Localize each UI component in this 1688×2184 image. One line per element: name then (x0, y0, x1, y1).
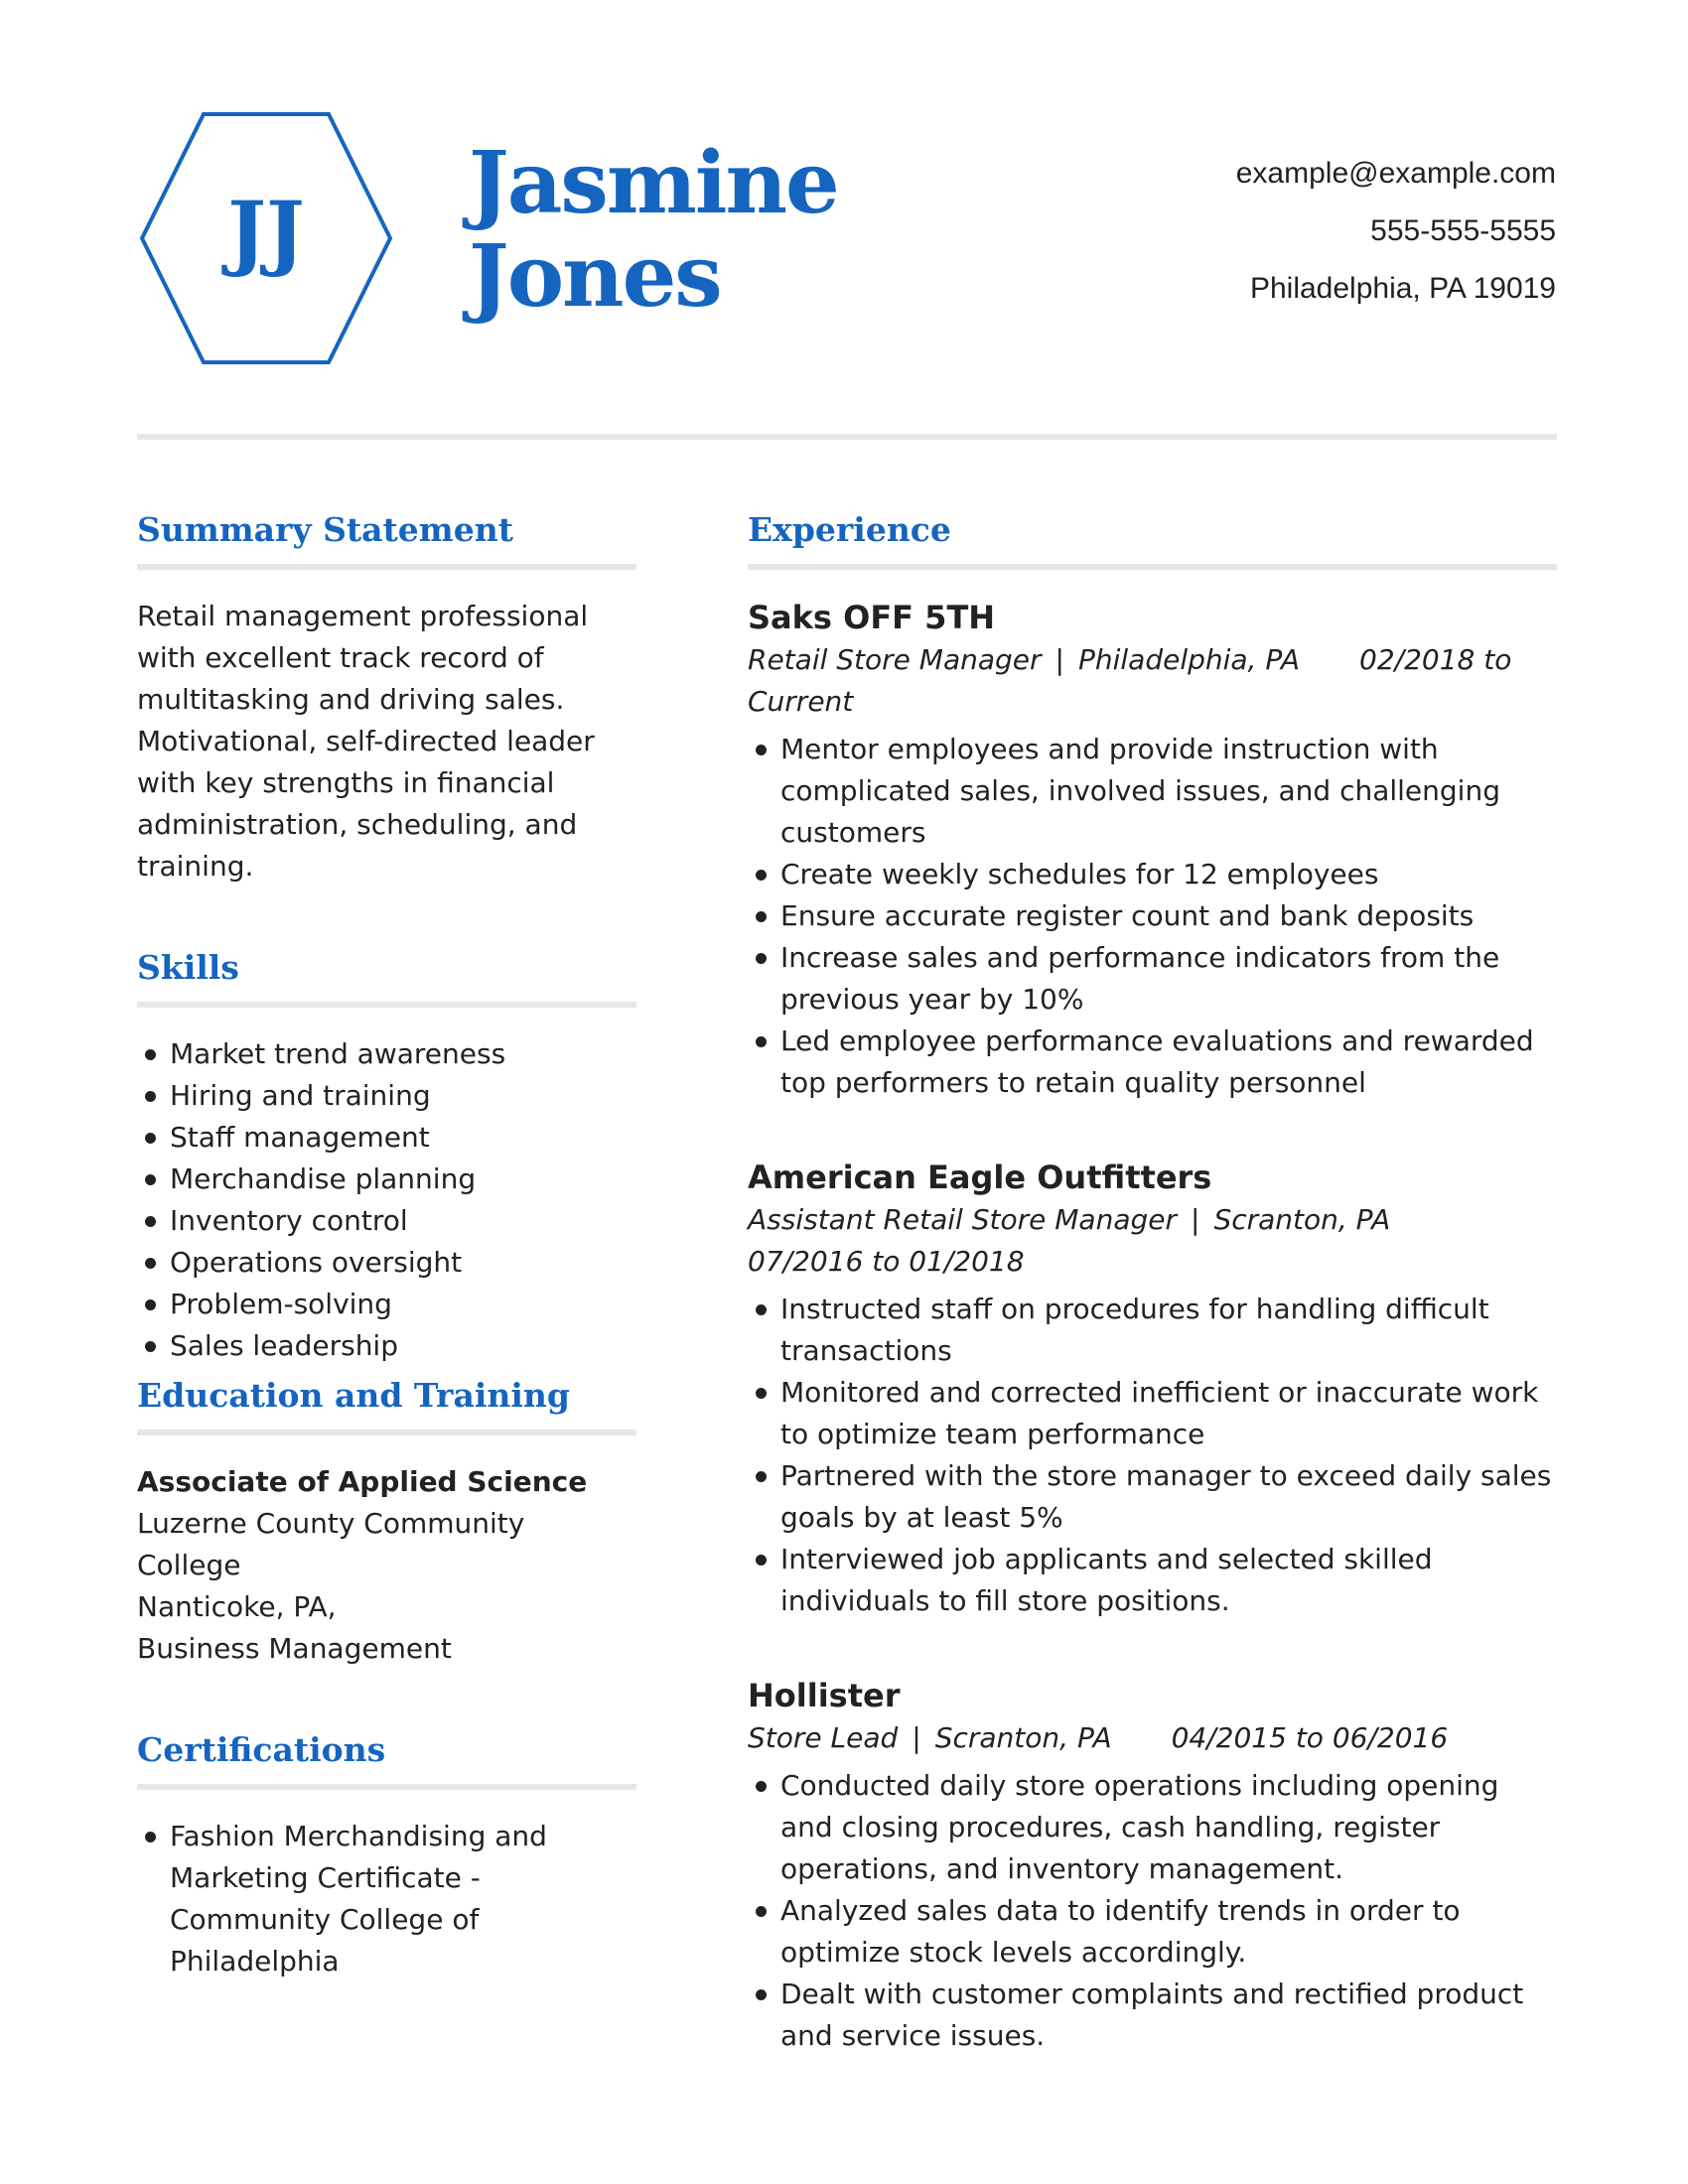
email[interactable]: example@example.com (1235, 157, 1556, 190)
left-column (137, 501, 636, 1982)
bullet-icon (145, 1832, 156, 1843)
job-bullet-text: Led employee performance evaluations and rewarded top performers to retain quality personnel (780, 1024, 1534, 1099)
skill-text: Problem-solving (170, 1288, 392, 1320)
job-company: Hollister (748, 1677, 901, 1714)
bullet-icon (756, 1304, 767, 1315)
education-section (137, 1367, 636, 1670)
job-bullet-text: Monitored and corrected inefficient or inaccurate work to optimize team performance (780, 1376, 1539, 1450)
section-divider (137, 1430, 636, 1435)
skill-text: Market trend awareness (170, 1037, 506, 1070)
last-name: Jones (469, 226, 721, 327)
job-bullet (748, 729, 1557, 854)
skill-item (137, 1325, 636, 1367)
job-dates: 07/2016 to 01/2018 (748, 1245, 1025, 1278)
skill-item (137, 1075, 636, 1117)
bullet-icon (756, 1555, 767, 1566)
bullet-icon (756, 911, 767, 922)
phone[interactable]: 555-555-5555 (1370, 214, 1556, 247)
bullet-icon (756, 1781, 767, 1792)
education-degree: Associate of Applied Science (137, 1465, 588, 1498)
job-bullet (748, 1974, 1557, 2057)
bullet-icon (756, 1471, 767, 1482)
bullet-icon (145, 1133, 156, 1144)
job-dates: 02/2018 to Current (748, 643, 1512, 718)
bullet-icon (756, 745, 767, 755)
bullet-icon (756, 1906, 767, 1917)
job-role: Retail Store Manager (748, 643, 1042, 676)
certifications-list (137, 1816, 636, 1982)
education-location: Nanticoke, PA, (137, 1590, 337, 1623)
job-bullets (748, 1765, 1557, 2057)
summary-title: Summary Statement (137, 510, 513, 549)
summary-section (137, 501, 636, 887)
job-bullet (748, 1021, 1557, 1104)
bullet-icon (756, 1036, 767, 1047)
bullet-icon (145, 1299, 156, 1310)
section-divider (137, 564, 636, 570)
job-bullet (748, 895, 1557, 937)
section-divider (137, 1002, 636, 1008)
job-bullet-text: Increase sales and performance indicators from the previous year by 10% (780, 941, 1500, 1016)
skill-item (137, 1117, 636, 1159)
skills-title: Skills (137, 948, 239, 987)
job-bullet-text: Instructed staff on procedures for handling difficult transactions (780, 1293, 1489, 1367)
job-role: Store Lead (748, 1721, 899, 1754)
hexagon-icon (137, 109, 395, 367)
skill-text: Hiring and training (170, 1079, 431, 1112)
skill-item (137, 1284, 636, 1325)
job-bullet-text: Analyzed sales data to identify trends in order to optimize stock levels accordingly. (780, 1894, 1461, 1969)
first-name: Jasmine (469, 133, 838, 233)
job-entry (748, 1674, 1557, 2057)
bullet-icon (145, 1258, 156, 1269)
job-meta: Store Lead | Scranton, PA 04/2015 to 06/2016 (748, 1721, 1449, 1754)
job-bullets (748, 729, 1557, 1104)
bullet-icon (145, 1174, 156, 1185)
skill-text: Merchandise planning (170, 1162, 477, 1195)
skill-text: Staff management (170, 1121, 430, 1154)
location: Philadelphia, PA 19019 (1249, 272, 1556, 305)
job-bullet (748, 1455, 1557, 1539)
section-divider (137, 1784, 636, 1790)
job-company: Saks OFF 5TH (748, 599, 996, 636)
education-field: Business Management (137, 1632, 452, 1665)
bullet-icon (756, 870, 767, 881)
education-school: Luzerne County Community College (137, 1507, 525, 1581)
skill-item (137, 1200, 636, 1242)
bullet-icon (145, 1049, 156, 1060)
experience-title: Experience (748, 510, 951, 549)
job-bullet (748, 1372, 1557, 1455)
bullet-icon (756, 953, 767, 964)
job-bullet-text: Ensure accurate register count and bank deposits (780, 899, 1475, 932)
skill-item (137, 1033, 636, 1075)
job-entry (748, 1156, 1557, 1622)
certification-text: Fashion Merchandising and Marketing Certificate - Community College of Philadelphia (170, 1820, 547, 1978)
job-bullet-text: Mentor employees and provide instruction with complicated sales, involved issues, and challenging customers (780, 733, 1500, 849)
skill-text: Sales leadership (170, 1329, 398, 1362)
job-bullet-text: Interviewed job applicants and selected skilled individuals to fill store positions. (780, 1543, 1433, 1617)
job-entry (748, 596, 1557, 1104)
skill-text: Operations oversight (170, 1246, 463, 1279)
bullet-icon (756, 1989, 767, 2000)
job-bullet (748, 1289, 1557, 1372)
skill-text: Inventory control (170, 1204, 408, 1237)
skills-list (137, 1033, 636, 1367)
section-divider (748, 564, 1557, 570)
job-bullet (748, 937, 1557, 1021)
job-bullet-text: Partnered with the store manager to exceed daily sales goals by at least 5% (780, 1459, 1552, 1534)
bullet-icon (145, 1091, 156, 1102)
job-meta: Assistant Retail Store Manager | Scranton, PA07/2016 to 01/2018 (748, 1203, 1391, 1278)
bullet-icon (145, 1216, 156, 1227)
summary-text: Retail management professional with excellent track record of multitasking and driving sales. Motivational, self-directed leader with key strengths in financial administration, scheduling, and training. (137, 600, 595, 883)
job-role: Assistant Retail Store Manager (748, 1203, 1177, 1236)
job-bullet (748, 1539, 1557, 1622)
job-bullet (748, 854, 1557, 895)
header-divider (137, 434, 1557, 440)
job-bullet (748, 1890, 1557, 1974)
job-location: Scranton, PA (934, 1721, 1112, 1754)
job-meta: Retail Store Manager | Philadelphia, PA 02/2018 to Current (748, 643, 1512, 718)
job-bullet (748, 1765, 1557, 1890)
certification-item (137, 1816, 636, 1982)
certifications-section (137, 1721, 636, 1982)
skill-item (137, 1242, 636, 1284)
bullet-icon (145, 1341, 156, 1352)
skill-item (137, 1159, 636, 1200)
job-location: Scranton, PA (1213, 1203, 1391, 1236)
name-block (469, 133, 838, 327)
right-column (748, 501, 1557, 2057)
education-title: Education and Training (137, 1376, 570, 1415)
certifications-title: Certifications (137, 1730, 386, 1769)
job-bullet-text: Create weekly schedules for 12 employees (780, 858, 1379, 890)
job-bullet-text: Conducted daily store operations including opening and closing procedures, cash handling, register operations, and inventory management. (780, 1769, 1499, 1885)
monogram-badge (137, 109, 395, 367)
job-dates: 04/2015 to 06/2016 (1171, 1721, 1449, 1754)
job-bullet-text: Dealt with customer complaints and rectified product and service issues. (780, 1978, 1524, 2052)
job-company: American Eagle Outfitters (748, 1159, 1212, 1196)
contact-info (1236, 145, 1556, 318)
skills-section (137, 939, 636, 1367)
job-bullets (748, 1289, 1557, 1622)
bullet-icon (756, 1388, 767, 1399)
monogram-initials: JJ (227, 185, 305, 280)
job-location: Philadelphia, PA (1077, 643, 1300, 676)
